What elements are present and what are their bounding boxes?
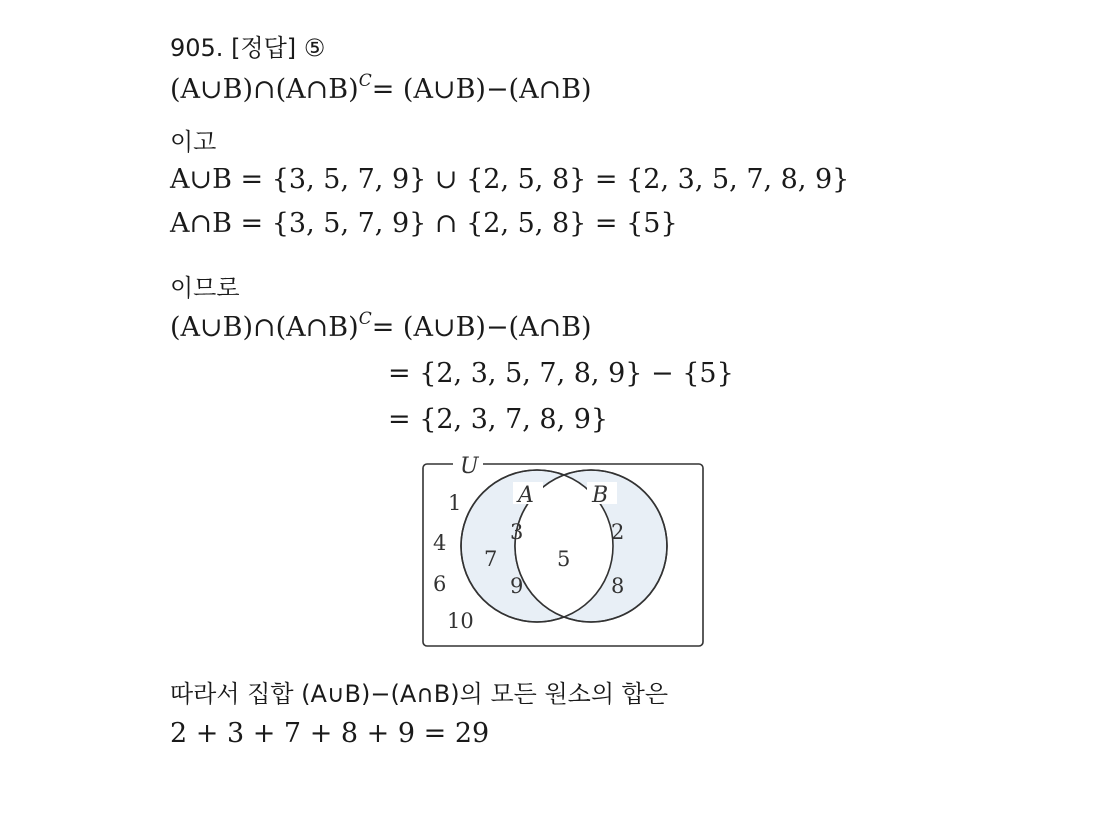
outside-element: 10 [447, 609, 474, 633]
outside-element: 1 [448, 491, 462, 515]
set-a-label: A [518, 483, 534, 508]
only-a-element: 3 [510, 520, 524, 544]
calc1-rhs: = (A∪B)−(A∩B) [371, 312, 592, 343]
identity-lhs: (A∪B)∩(A∩B) [170, 74, 359, 105]
connector-and: 이고 [170, 128, 217, 156]
identity-rhs: = (A∪B)−(A∩B) [371, 74, 592, 105]
only-b-element: 8 [611, 574, 625, 598]
calc1-lhs: (A∪B)∩(A∩B) [170, 312, 359, 343]
union-line: A∪B = {3, 5, 7, 9} ∪ {2, 5, 8} = {2, 3, 5, 7, 8, 9} [170, 164, 850, 195]
conclusion-text: 따라서 집합 (A∪B)−(A∩B)의 모든 원소의 합은 [170, 680, 668, 708]
outside-element: 6 [433, 572, 447, 596]
calc1-complement-sup: C [358, 309, 372, 329]
connector-therefore: 이므로 [170, 274, 240, 302]
only-a-element: 7 [484, 547, 498, 571]
calc-line-3: = {2, 3, 7, 8, 9} [388, 404, 609, 435]
calc-line-1 [170, 309, 592, 343]
universe-label: U [460, 454, 479, 479]
intersection-line: A∩B = {3, 5, 7, 9} ∩ {2, 5, 8} = {5} [170, 208, 678, 239]
only-a-element: 9 [510, 574, 524, 598]
complement-sup: C [358, 71, 372, 91]
problem-header: 905. [정답] ⑤ [170, 34, 326, 62]
both-element: 5 [557, 547, 571, 571]
only-b-element: 2 [611, 520, 625, 544]
set-b-label: B [592, 483, 609, 508]
final-sum: 2 + 3 + 7 + 8 + 9 = 29 [170, 718, 490, 749]
calc-line-2: = {2, 3, 5, 7, 8, 9} − {5} [388, 358, 734, 389]
identity-line [170, 71, 592, 105]
venn-diagram [415, 452, 710, 652]
outside-element: 4 [433, 531, 447, 555]
